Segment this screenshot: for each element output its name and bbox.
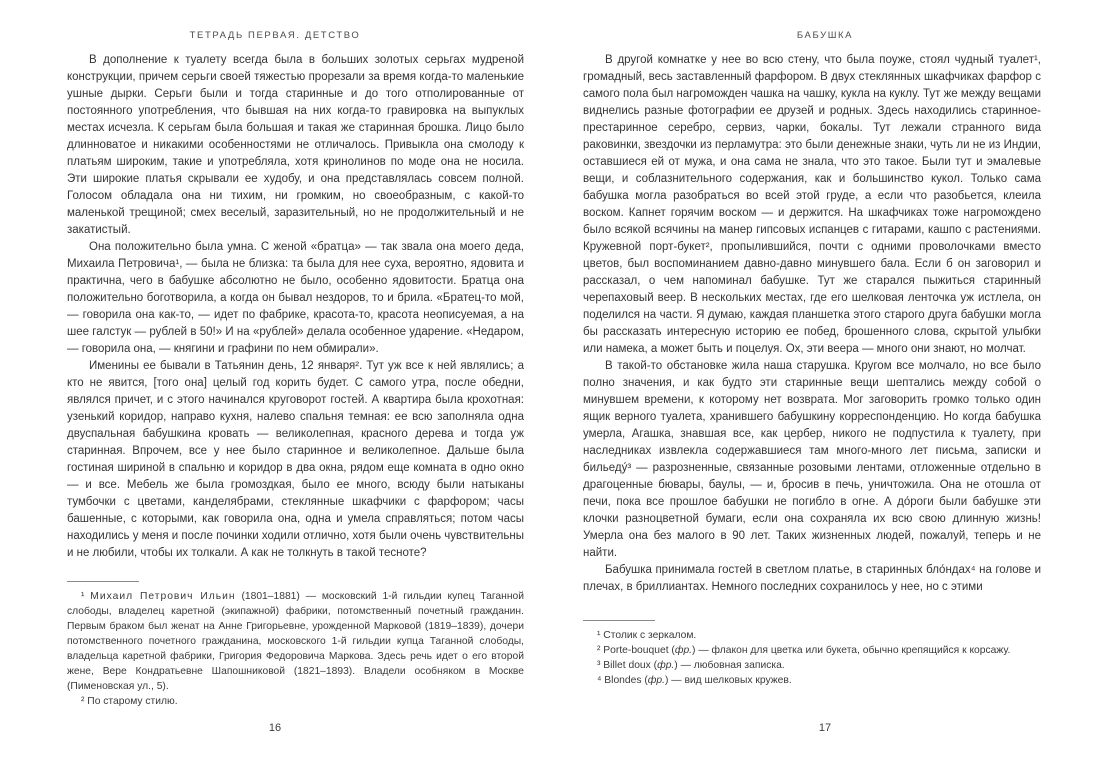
footnote xyxy=(583,658,1041,673)
page-number-right: 17 xyxy=(818,722,832,734)
footnote-rule xyxy=(583,620,655,621)
running-head-left: ТЕТРАДЬ ПЕРВАЯ. ДЕТСТВО xyxy=(189,30,361,41)
footnote-lang-label: фр. xyxy=(647,675,665,686)
footnote-text: ) — вид шелковых кружев. xyxy=(665,675,792,686)
footnote-text: ² По старому стилю. xyxy=(81,696,178,707)
footnote-text: ) — любовная записка. xyxy=(674,660,785,671)
footnote xyxy=(583,643,1041,658)
footnote-lang-label: фр. xyxy=(657,660,675,671)
footnote xyxy=(583,673,1041,688)
footnote-person-name: Михаил Петрович Ильин xyxy=(90,591,236,602)
footnotes-left xyxy=(67,581,524,709)
footnote-text: (1801–1881) — московский 1-й гильдии купец Таганной слободы, владелец каретной (экипажной) фабрики, потомственный почетный гражданин. Первым браком был женат на Анне Григорьевне, урожденной Марковой (1819–1839), дочери потомственного почетного гражданина, московского 1-й гильдии купца Таганной слободы, владельца каретной фабрики, Григория Федоровича Маркова. Здесь речь идет о его второй жене, Вере Кондратьевне Шапошниковой (1821–1893). Владели особняком в Москве (Пименовская ул., 5). xyxy=(67,591,524,692)
running-head-right: БАБУШКА xyxy=(796,30,854,41)
footnotes-right xyxy=(583,620,1041,688)
paragraph: Бабушка принимала гостей в светлом платье, в старинных бло́ндах⁴ на голове и плечах, в бриллиантах. Немного последних сохранилось у нее, но с этими xyxy=(583,564,1041,593)
paragraph: Именины ее бывали в Татьянин день, 12 января². Тут уж все к ней являлись; а кто не явится, [того она] целый год корить будет. С самого утра, после обедни, являлся причет, и с этого начинался круговорот гостей. А квартира была крохотная: узенький коридор, направо кухня, налево спальня темная: ее всю заполняла одна двуспальная бабушкина кровать — великолепная, красного дерева и тогда уж старинная. Впрочем, все у нее было старинное и великолепное. Дальше была гостиная шириной в спальню и коридор в два окна, рядом еще комната в одно окно — и все. Мебель же была громоздкая, было ее много, всюду были натыканы тумбочки с цветами, канделябрами, стеклянные шкафчики с фарфором; часы башенные, с которыми, как говорила она, одна и умела справляться; потом часы находились у меня и после починки ходили отлично, хотя были очень чувствительны и не любили, чтобы их толкали. А как не толкнуть в такой тесноте? xyxy=(67,360,524,559)
footnote-text: ² Porte-bouquet ( xyxy=(597,645,675,656)
page-right xyxy=(550,0,1100,783)
footnote-text: ) — флакон для цветка или букета, обычно крепящийся к корсажу. xyxy=(692,645,1011,656)
footnote-text: ³ Billet doux ( xyxy=(597,660,658,671)
footnote xyxy=(583,628,1041,643)
paragraph: В другой комнатке у нее во всю стену, что была поуже, стоял чудный туалет¹, громадный, весь заставленный фарфором. В двух стеклянных шкафчиках фарфор с самого пола был нагроможден чашка на чашку, кукла на куклу. Тут же между вещами виднелись разные фотографии ее друзей и родных. Здесь находились старинное-престаринное серебро, сервиз, чарки, бокалы. Тут лежали странного вида раковинки, звездочки из перламутра: это были денежные знаки, чуть ли не из Индии, оставшиеся ей от мужа, и она сама не знала, что это такое. Были тут и эмалевые вещи, и соблазнительного содержания, как и большинство кукол. Только сама бабушка могла разобраться во всей этой груде, а если что разобьется, клеила воском. Капнет горячим воском — и держится. На шкафчиках тоже нагромождено было всякой всячины на манер гипсовых испанцев с гитарами, кашпо с растениями. Кружевной порт-букет², пропылившийся, почти с одними проволочками вместо цветов, был воспоминанием давно-давно минувшего бала. Если б он заговорил и рассказал, о чем напоминал бабушке. Тут же старался пыжиться старинный черепаховый веер. В нескольких местах, где его шелковая ленточка уж истлела, он поделился на части. Я думаю, каждая планшетка этого старого друга бабушки могла бы рассказать интересную историю ее побед, брошенного слова, скрытой улыбки или намека, а может быть и поцелуя. Ох, эти веера — много они знают, но молчат. xyxy=(583,54,1041,355)
footnote-text: ⁴ Blondes ( xyxy=(597,675,648,686)
paragraph: В такой-то обстановке жила наша старушка. Кругом все молчало, но все было полно значения, и как будто эти старинные вещи шептались между собой о минувшем времени, к которому нет возврата. Мог заговорить громко только один ящик верного туалета, хранившего бабушкину корреспонденцию. Но когда бабушка умерла, Агашка, знавшая все, как цербер, никого не подпустила к туалету, при наследниках извлекла содержавшиеся там много-много лет письма, записки и бильеду́³ — разрозненные, связанные розовыми лентами, отложенные отдельно в драгоценные бювары, баулы, — и, бросив в печь, уничтожила. Она не отошла от печи, пока все прошлое бабушки не погибло в огне. А до́роги были бабушке эти клочки разноцветной бумаги, если она сохраняла их всю свою длинную жизнь! Умерла она без малого в 90 лет. Таких жизненных людей, пожалуй, теперь и не найти. xyxy=(583,360,1041,559)
body-text-left xyxy=(67,52,524,562)
footnote xyxy=(67,694,524,709)
footnote-text: ¹ xyxy=(81,591,91,602)
paragraph: В дополнение к туалету всегда была в больших золотых серьгах мудреной конструкции, причем серьги своей тяжестью прорезали за время когда-то маленькие ушные дырки. Серьги были и тогда старинные и до того отполированные от постоянного употребления, что бывшая на них когда-то гравировка на выпуклых местах исчезла. К серьгам была большая и такая же старинная брошка. Лицо было длинноватое и никакими особенностями не отличалось. Привыкла она смолоду к платьям широким, такие и употребляла, хотя кринолинов по моде она не носила. Эти широкие платья скрывали ее худобу, и она представлялась совсем полной. Голосом обладала она ни тихим, ни громким, но своеобразным, с какой-то маленькой трещиной; смех веселый, заразительный, но не продолжительный и не закатистый. xyxy=(67,54,524,236)
footnote-lang-label: фр. xyxy=(674,645,693,656)
footnote xyxy=(67,589,524,694)
page-number-left: 16 xyxy=(268,722,282,734)
footnote-text: ¹ Столик с зеркалом. xyxy=(597,630,697,641)
body-text-right xyxy=(583,52,1041,596)
paragraph: Она положительно была умна. С женой «братца» — так звала она моего деда, Михаила Петровича¹, — была не близка: та была для нее суха, вероятно, ядовита и практична, чего в бабушке абсолютно не было, особенно ядовитости. Братца она положительно боготворила, а когда он бывал нездоров, то и брила. «Братец-то мой, — говорила она как-то, — идет по фабрике, красота-то, красота неописуемая, а на шее галстук — рублей в 50!» И на «рублей» делала особенное ударение. «Недаром, — говорила она, — княгини и графини по нем обмирали». xyxy=(67,241,524,355)
footnote-rule xyxy=(67,581,139,582)
